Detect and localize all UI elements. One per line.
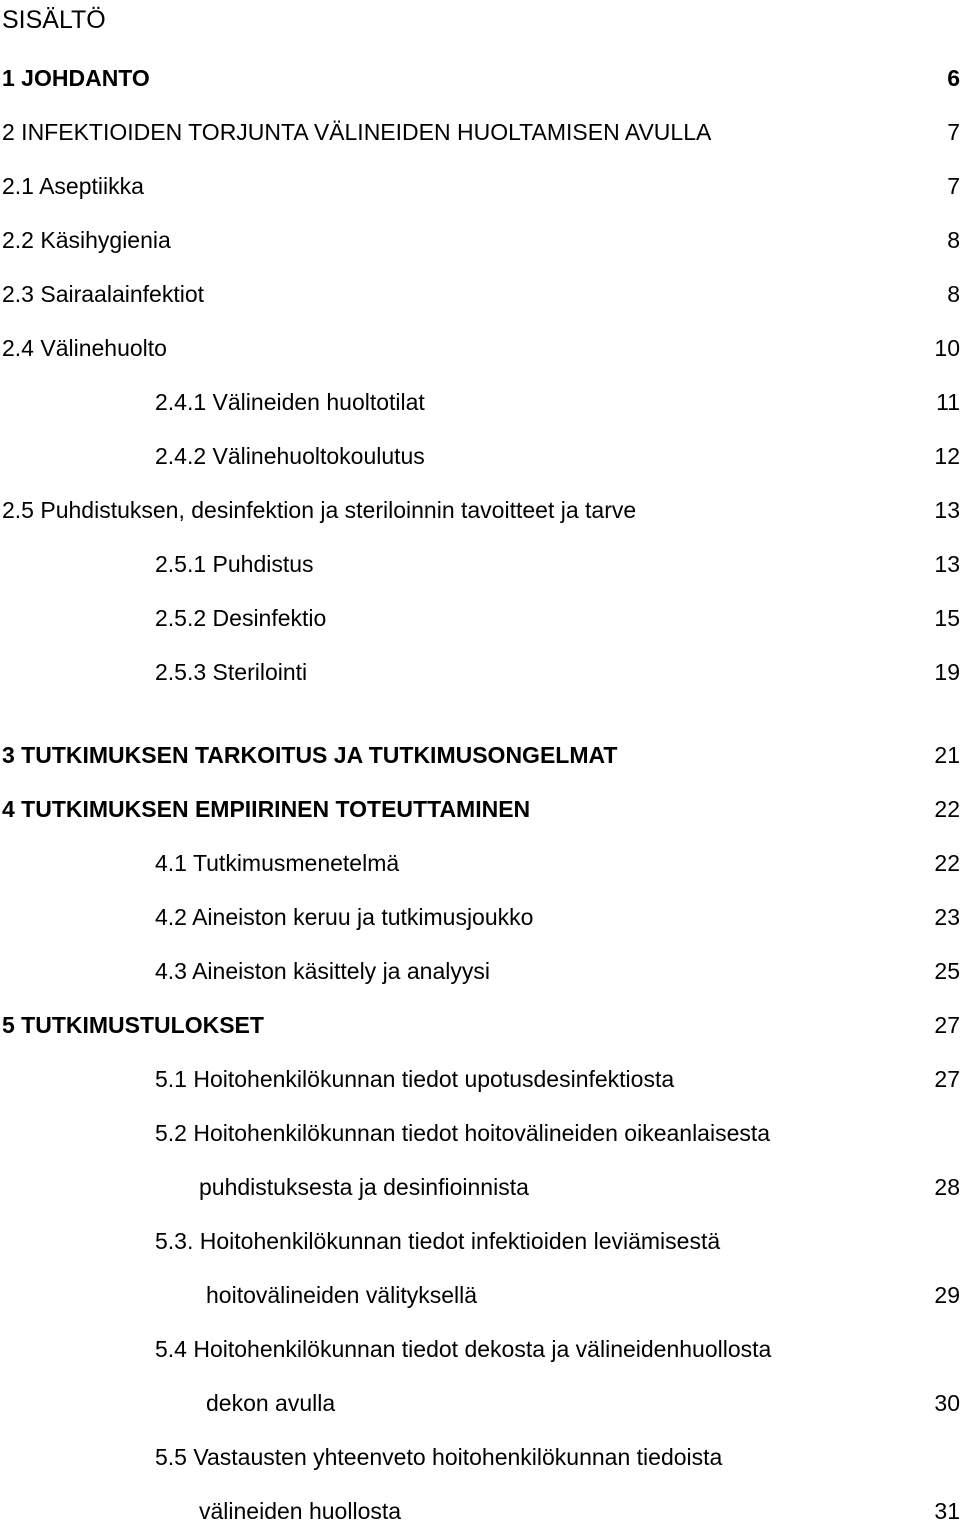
toc-entry-page: 11 [936,389,960,415]
toc-entry-text: 2.4.1 Välineiden huoltotilat [155,389,425,415]
toc-entry-text: 5.4 Hoitohenkilökunnan tiedot dekosta ja välineidenhuollosta [155,1336,772,1362]
toc-entry-text: 2.4 Välinehuolto [2,335,167,361]
toc-entry[interactable] [0,1388,960,1418]
toc-entry-text: 5 TUTKIMUSTULOKSET [2,1012,264,1038]
toc-entry[interactable] [0,1226,960,1256]
toc-entry-page: 22 [934,850,960,876]
toc-entry[interactable] [0,225,960,255]
toc-entry-page: 28 [934,1174,960,1200]
toc-entry[interactable] [0,1172,960,1202]
toc-entry-page: 8 [947,281,960,307]
toc-entry[interactable] [0,956,960,986]
toc-entry-page: 13 [934,497,960,523]
toc-entry-page: 27 [934,1012,960,1038]
toc-entry-page: 23 [934,904,960,930]
toc-entry[interactable] [0,333,960,363]
toc-entry[interactable] [0,848,960,878]
toc-entry-page: 8 [947,227,960,253]
toc-entry-page: 13 [934,551,960,577]
toc-entry-text: 1 JOHDANTO [2,65,150,91]
toc-entry[interactable] [0,794,960,824]
toc-entry[interactable] [0,117,960,147]
toc-entry-text: 2.4.2 Välinehuoltokoulutus [155,443,425,469]
toc-entry-page: 7 [947,173,960,199]
toc-entry-page: 29 [934,1282,960,1308]
toc-entry[interactable] [0,63,960,93]
toc-entry-page: 31 [934,1498,960,1524]
toc-entry-text: 2.5.3 Sterilointi [155,659,308,685]
toc-entry[interactable] [0,387,960,417]
toc-entry-text: 5.3. Hoitohenkilökunnan tiedot infektioiden leviämisestä [155,1228,721,1254]
toc-entry[interactable] [0,1064,960,1094]
toc-entry-text: 4.1 Tutkimusmenetelmä [155,850,400,876]
toc-entry[interactable] [0,549,960,579]
toc-entry-page: 7 [947,119,960,145]
toc-entry-text: 2.2 Käsihygienia [2,227,171,253]
toc-entry-page: 12 [934,443,960,469]
toc-entry-text: 2.5.2 Desinfektio [155,605,327,631]
toc-entry-text: 3 TUTKIMUKSEN TARKOITUS JA TUTKIMUSONGELMAT [2,742,618,768]
toc-entry-page: 21 [934,742,960,768]
toc-entry[interactable] [0,1118,960,1148]
toc-entry-text: 2.1 Aseptiikka [2,173,144,199]
toc-entry-page: 30 [934,1390,960,1416]
toc-entry[interactable] [0,279,960,309]
toc-entry-text: 5.5 Vastausten yhteenveto hoitohenkilökunnan tiedoista [155,1444,723,1470]
toc-entry-text: 2.3 Sairaalainfektiot [2,281,205,307]
toc-entry-text: dekon avulla [206,1390,336,1416]
toc-entry-page: 22 [934,796,960,822]
toc-entry-page: 6 [947,65,960,91]
toc-entry-text: 4.2 Aineiston keruu ja tutkimusjoukko [155,904,534,930]
toc-entry[interactable] [0,1334,960,1364]
toc-entry[interactable] [0,740,960,770]
toc-entry[interactable] [0,1280,960,1310]
toc-entry[interactable] [0,603,960,633]
toc-entry-page: 10 [934,335,960,361]
toc-entry[interactable] [0,495,960,525]
toc-entry-page: 27 [934,1066,960,1092]
toc-entry[interactable] [0,902,960,932]
toc-entry[interactable] [0,1010,960,1040]
toc-entry[interactable] [0,657,960,687]
toc-entry-text: välineiden huollosta [199,1498,402,1524]
toc-entry-text: 5.2 Hoitohenkilökunnan tiedot hoitovälineiden oikeanlaisesta [155,1120,771,1146]
toc-entry-text: 2.5 Puhdistuksen, desinfektion ja steriloinnin tavoitteet ja tarve [2,497,637,523]
toc-entry-page: 15 [934,605,960,631]
toc-entry-text: 2.5.1 Puhdistus [155,551,314,577]
toc-entry-text: hoitovälineiden välityksellä [206,1282,478,1308]
toc-entry-page: 25 [934,958,960,984]
toc-entry-text: 2 INFEKTIOIDEN TORJUNTA VÄLINEIDEN HUOLTAMISEN AVULLA [2,119,712,145]
toc-entry-text: puhdistuksesta ja desinfioinnista [199,1174,529,1200]
toc-title: SISÄLTÖ [2,6,106,34]
toc-entry-page: 19 [934,659,960,685]
toc-entry-text: 4.3 Aineiston käsittely ja analyysi [155,958,490,984]
toc-entry-text: 4 TUTKIMUKSEN EMPIIRINEN TOTEUTTAMINEN [2,796,531,822]
toc-entry[interactable] [0,1442,960,1472]
toc-entry[interactable] [0,441,960,471]
toc-entry[interactable] [0,171,960,201]
toc-entry-text: 5.1 Hoitohenkilökunnan tiedot upotusdesinfektiosta [155,1066,675,1092]
